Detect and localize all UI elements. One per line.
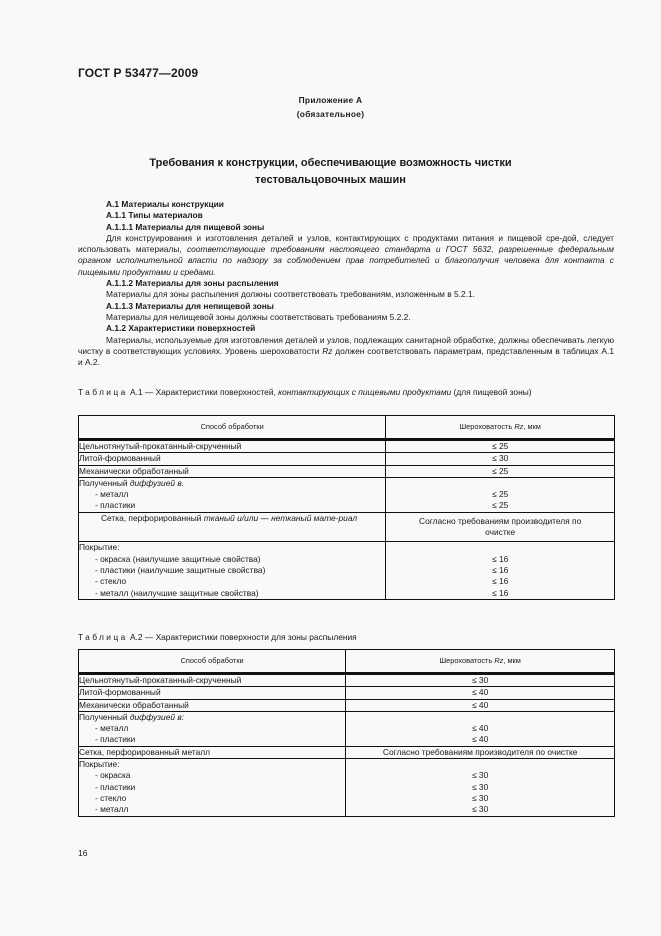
value-line: ≤ 25	[492, 500, 509, 511]
appendix-title: Приложение А	[298, 95, 363, 105]
roughness-unit: , мкм	[503, 656, 521, 666]
table-row	[79, 746, 615, 758]
paragraph-a12-part-1: Материалы, используемые для изготовления деталей и узлов, подлежащих санитарной обработке, должны обеспечивать легкую чистку в соответствующих условиях. Уровень шероховатости	[78, 334, 614, 356]
sub-item: - пластики	[95, 734, 136, 745]
page-number: 16	[78, 848, 88, 858]
table-row	[79, 699, 615, 711]
rz-symbol: Rz	[514, 422, 524, 432]
method-cell	[79, 477, 386, 512]
value-cell: ≤ 40	[346, 699, 615, 711]
table-row	[79, 542, 615, 599]
table-row	[79, 711, 615, 746]
value-line: ≤ 40	[472, 734, 489, 745]
sub-item: - металл	[95, 489, 129, 500]
method-italic: диффузией в.	[129, 477, 185, 488]
value-cell: ≤ 25	[386, 465, 615, 477]
sub-item: - пластики	[95, 781, 136, 792]
value-cell	[346, 759, 615, 816]
sub-item: - стекло	[95, 576, 127, 587]
page-title-line-2: тестовальцовочных машин	[255, 173, 406, 186]
table2-caption	[78, 632, 614, 643]
method-cell: Цельнотянутый-прокатанный-скрученный	[79, 674, 346, 687]
document-code: ГОСТ Р 53477—2009	[78, 66, 199, 80]
paragraph-a113: Материалы для нелищевой зоны должны соответствовать требованиям 5.2.2.	[106, 311, 411, 322]
value-cell: Согласно требованиям производителя по очистке	[386, 512, 615, 542]
sub-item: - окраска	[95, 770, 131, 781]
table1-caption-word: Таблица	[78, 387, 128, 397]
sub-item: - металл	[95, 723, 129, 734]
paragraph-a111-italic: соответствующие требованиям настоящего стандарта и ГОСТ 5632, разрешенные федеральным органом исполнительной власти по надзору за соблюдением прав потребителей и благополучия человека для контакта с пищевыми продуктами и средами.	[78, 244, 614, 277]
value-cell: ≤ 40	[346, 687, 615, 699]
value-line: ≤ 16	[492, 576, 509, 587]
method-cell: Сетка, перфорированный металл	[79, 746, 346, 758]
method-cell: Механически обработанный	[79, 699, 346, 711]
method-cell	[79, 759, 346, 816]
value-cell	[386, 477, 615, 512]
value-line: ≤ 16	[492, 564, 509, 575]
paragraph-a112: Материалы для зоны распыления должны соответствовать требованиям, изложенным в 5.2.1.	[106, 289, 475, 300]
sub-item: - окраска (наилучшие защитные свойства)	[95, 553, 261, 564]
sub-item: - пластики	[95, 500, 136, 511]
table1-caption-italic: контактирующих с пищевыми продуктами	[278, 387, 452, 397]
value-line: ≤ 30	[472, 792, 489, 803]
table1-caption	[78, 387, 614, 398]
value-line: ≤ 40	[472, 723, 489, 734]
table2-caption-text: А.2 — Характеристики поверхности для зоны распыления	[127, 632, 357, 642]
paragraph-a111	[78, 233, 614, 278]
sub-item: - металл (наилучшие защитные свойства)	[95, 587, 259, 598]
value-line: ≤ 16	[492, 587, 509, 598]
method-italic: диффузией в:	[129, 711, 185, 722]
paragraph-a12-part-2: должен соответствовать параметрам, представленным в таблицах А.1 и А.2.	[78, 345, 615, 368]
roughness-unit: , мкм	[523, 422, 541, 432]
method-cell	[79, 711, 346, 746]
method-plain: Полученный	[79, 711, 130, 722]
heading-a111: А.1.1.1 Материалы для пищевой зоны	[106, 221, 265, 232]
heading-a113: А.1.1.3 Материалы для непищевой зоны	[106, 300, 274, 311]
heading-a112: А.1.1.2 Материалы для зоны распыления	[106, 278, 279, 289]
table1-caption-tail: (для пищевой зоны)	[451, 387, 532, 397]
value-line: ≤ 25	[492, 489, 509, 500]
column-header-method: Способ обработки	[79, 650, 346, 674]
column-header-method: Способ обработки	[79, 416, 386, 440]
paragraph-a12	[78, 335, 614, 369]
method-italic: тканый и/или — нетканый мате-риал	[203, 512, 358, 523]
table-row	[79, 759, 615, 816]
table-header-row	[79, 650, 615, 674]
method-plain: Полученный	[79, 477, 130, 488]
method-line	[79, 478, 385, 489]
table-row	[79, 453, 615, 465]
value-line: ≤ 30	[472, 804, 489, 815]
table-row	[79, 512, 615, 542]
table-header-row	[79, 416, 615, 440]
sub-item: - стекло	[95, 792, 127, 803]
table-row	[79, 465, 615, 477]
roughness-label: Шероховатость	[439, 656, 495, 666]
value-line: ≤ 30	[472, 770, 489, 781]
table-row	[79, 674, 615, 687]
method-line: Покрытие:	[79, 759, 120, 770]
method-cell: Литой-формованный	[79, 687, 346, 699]
value-cell: ≤ 25	[386, 440, 615, 453]
table2-caption-word: Таблица	[78, 632, 128, 642]
table-row	[79, 477, 615, 512]
rz-symbol: Rz	[494, 656, 504, 666]
table-row	[79, 440, 615, 453]
paragraph-a111-plain: Для конструирования и изготовления деталей и узлов, контактирующих с продуктами питания и пищевой сре-дой, следует использовать материалы,	[78, 232, 614, 255]
method-cell	[79, 512, 386, 542]
method-cell	[79, 542, 386, 599]
value-line: ≤ 30	[472, 781, 489, 792]
method-cell: Литой-формованный	[79, 453, 386, 465]
body-text	[78, 199, 614, 368]
method-plain: Сетка, перфорированный	[101, 512, 204, 523]
column-header-roughness	[386, 416, 615, 440]
value-line: ≤ 16	[492, 553, 509, 564]
value-cell: ≤ 30	[386, 453, 615, 465]
value-cell: ≤ 30	[346, 674, 615, 687]
rz-symbol: Rz	[322, 345, 333, 356]
appendix-status: (обязательное)	[296, 109, 365, 119]
table-a1	[78, 415, 615, 600]
method-cell: Цельнотянутый-прокатанный-скрученный	[79, 440, 386, 453]
roughness-label: Шероховатость	[459, 422, 515, 432]
table-row	[79, 687, 615, 699]
table1-caption-text: А.1 — Характеристики поверхностей,	[127, 387, 279, 397]
page-title	[0, 155, 661, 188]
value-cell	[386, 542, 615, 599]
column-header-roughness	[346, 650, 615, 674]
sub-item: - металл	[95, 804, 129, 815]
heading-a11: А.1.1 Типы материалов	[106, 210, 203, 221]
value-cell	[346, 711, 615, 746]
page-title-line-1: Требования к конструкции, обеспечивающие возможность чистки	[149, 157, 512, 169]
heading-a1: А.1 Материалы конструкции	[106, 199, 224, 209]
sub-item: - пластики (наилучшие защитные свойства)	[95, 564, 266, 575]
value-cell: Согласно требованиям производителя по очистке	[346, 746, 615, 758]
table-a2	[78, 649, 615, 817]
method-line: Покрытие:	[79, 542, 120, 553]
method-line	[79, 712, 345, 723]
method-cell: Механически обработанный	[79, 465, 386, 477]
heading-a12: А.1.2 Характеристики поверхностей	[106, 323, 256, 334]
